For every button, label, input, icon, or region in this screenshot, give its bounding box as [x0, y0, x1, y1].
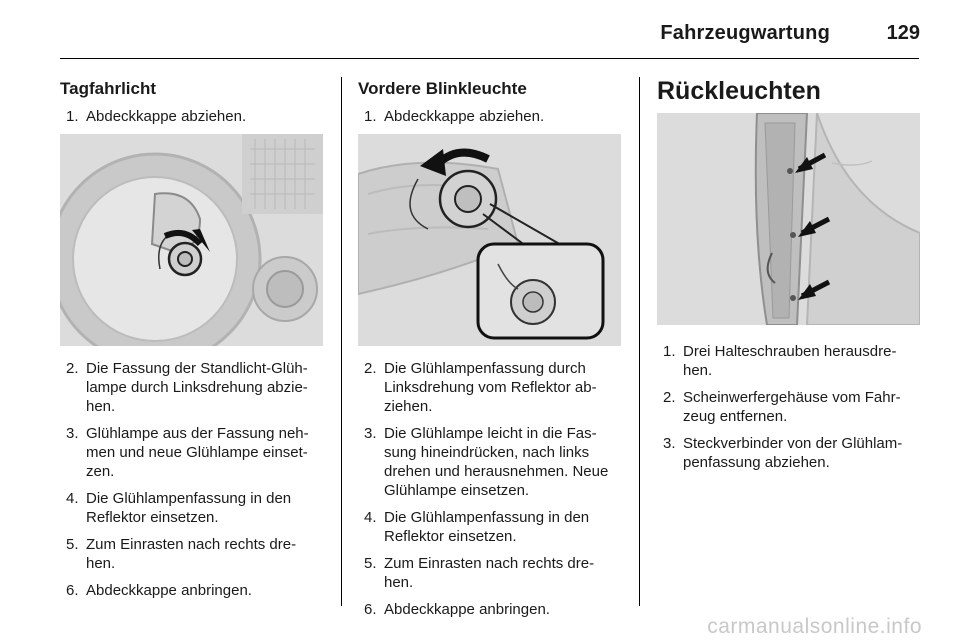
page-number: 129 [886, 22, 920, 44]
step-text: Abdeckkappe anbringen. [86, 582, 252, 599]
step-text: Zum Einrasten nach rechts dre-hen. [86, 536, 297, 572]
list-item [358, 359, 623, 416]
step-number: 2. [364, 360, 377, 377]
step-number: 5. [364, 555, 377, 572]
list-item [358, 554, 623, 592]
step-text: Die Fassung der Standlicht-Glüh-lampe durch Linksdrehung abzie-hen. [86, 360, 308, 415]
list-item [358, 508, 623, 546]
section-title: Vordere Blinkleuchte [358, 79, 527, 98]
column-divider [341, 77, 342, 606]
list-item [358, 107, 623, 126]
list-item [60, 107, 325, 126]
turn-signal-illustration [358, 134, 621, 346]
section-title: Rückleuchten [657, 77, 821, 105]
step-number: 1. [663, 343, 676, 360]
list-item [657, 342, 920, 380]
section-tagfahrlicht [60, 78, 325, 608]
section-header-title: Fahrzeugwartung [660, 22, 830, 44]
list-item [657, 434, 920, 472]
step-text: Die Glühlampe leicht in die Fas-sung hineindrücken, nach links drehen und herausnehmen. Neue Glühlampe einsetzen. [384, 425, 609, 499]
step-text: Scheinwerfergehäuse vom Fahr-zeug entfernen. [683, 389, 901, 425]
figure-headlamp-daytime [60, 134, 323, 346]
section-title: Tagfahrlicht [60, 79, 157, 98]
step-number: 6. [66, 582, 79, 599]
step-text: Steckverbinder von der Glühlam-penfassung abziehen. [683, 435, 903, 471]
section-vordere-blinkleuchte [358, 78, 623, 627]
step-text: Die Glühlampenfassung in den Reflektor einsetzen. [384, 509, 590, 545]
step-number: 4. [364, 509, 377, 526]
list-item [60, 359, 325, 416]
headlamp-illustration [60, 134, 323, 346]
step-text: Zum Einrasten nach rechts dre-hen. [384, 555, 595, 591]
figure-turn-signal [358, 134, 621, 346]
step-number: 6. [364, 601, 377, 618]
step-number: 3. [66, 425, 79, 442]
header-rule [60, 58, 919, 59]
list-item [358, 424, 623, 500]
list-item [60, 535, 325, 573]
step-text: Abdeckkappe anbringen. [384, 601, 550, 618]
step-number: 1. [66, 108, 79, 125]
step-number: 3. [364, 425, 377, 442]
step-text: Glühlampe aus der Fassung neh-men und neue Glühlampe einset-zen. [86, 425, 309, 480]
step-text: Die Glühlampenfassung durch Linksdrehung vom Reflektor ab-ziehen. [384, 360, 597, 415]
step-text: Drei Halteschrauben herausdre-hen. [683, 343, 897, 379]
step-number: 2. [663, 389, 676, 406]
list-item [60, 424, 325, 481]
list-item [60, 489, 325, 527]
step-text: Die Glühlampenfassung in den Reflektor einsetzen. [86, 490, 292, 526]
step-text: Abdeckkappe abziehen. [86, 108, 247, 125]
step-text: Abdeckkappe abziehen. [384, 108, 545, 125]
list-item [657, 388, 920, 426]
watermark: carmanualsonline.info [707, 615, 922, 638]
step-number: 2. [66, 360, 79, 377]
step-number: 4. [66, 490, 79, 507]
column-divider [639, 77, 640, 606]
figure-rear-lamp [657, 113, 920, 325]
step-number: 1. [364, 108, 377, 125]
step-number: 5. [66, 536, 79, 553]
list-item [60, 581, 325, 600]
list-item [358, 600, 623, 619]
section-rueckleuchten [657, 78, 920, 480]
step-number: 3. [663, 435, 676, 452]
rear-lamp-illustration [657, 113, 920, 325]
